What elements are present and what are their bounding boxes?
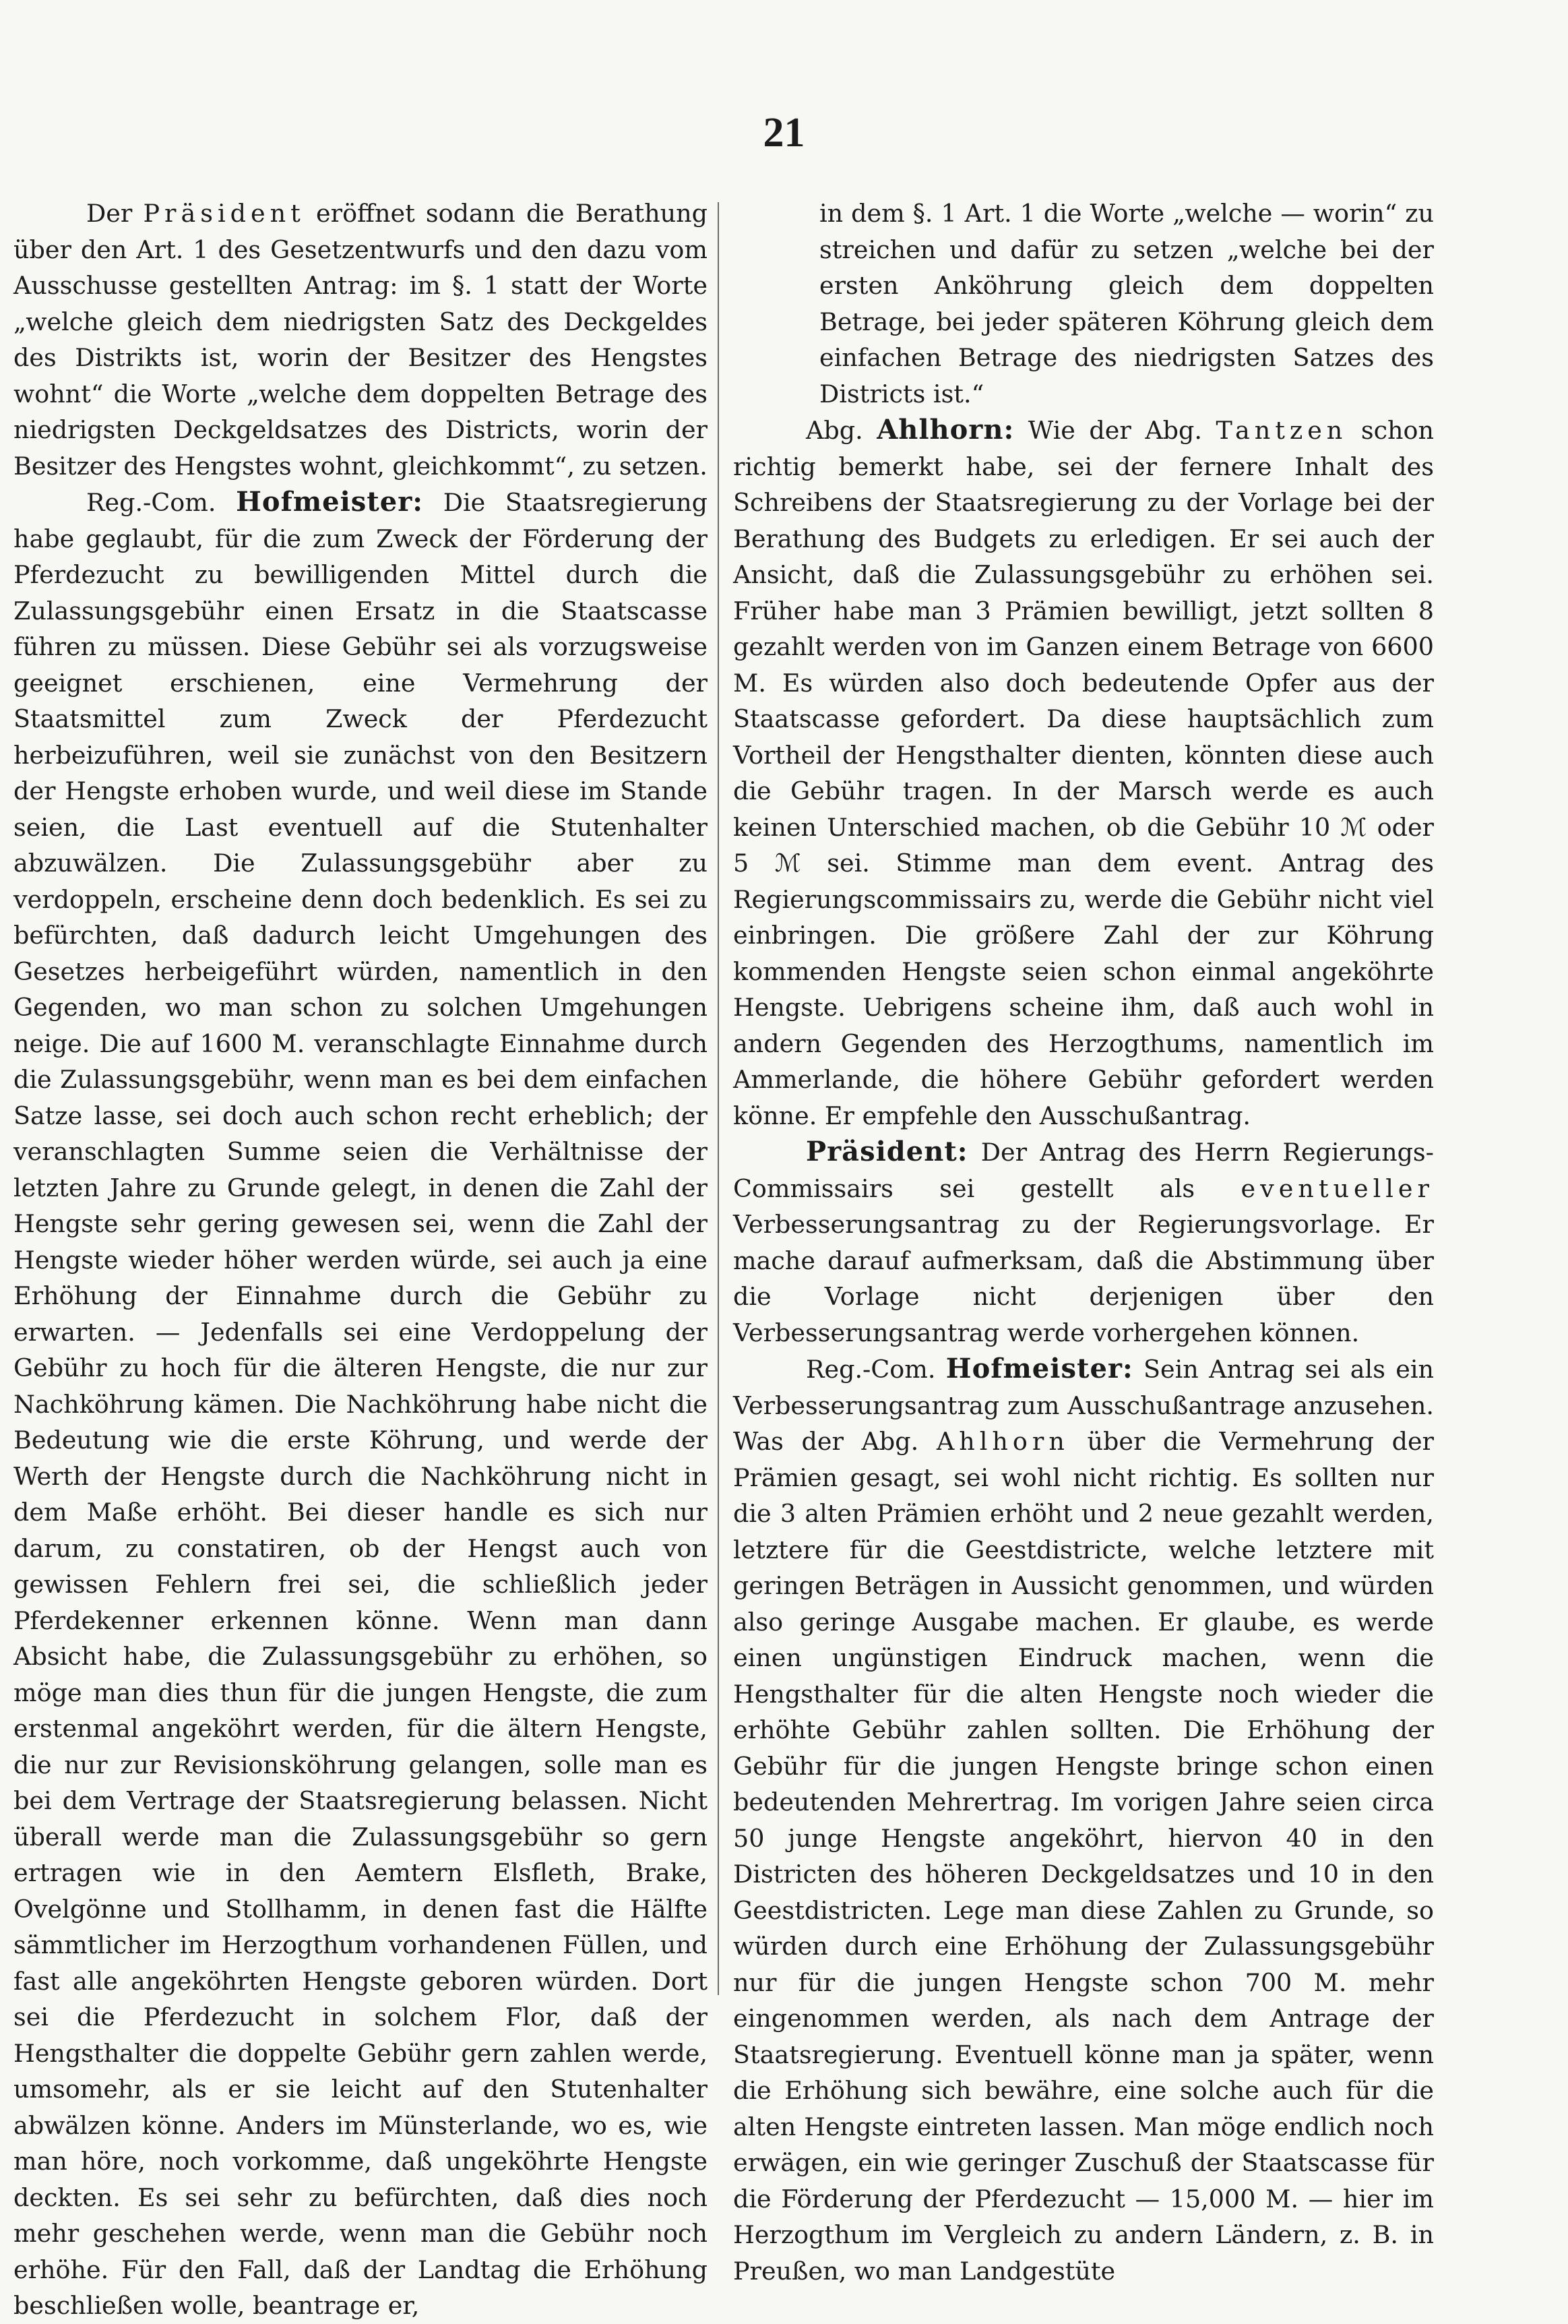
text: Sein Antrag sei als ein Verbesserungsantrag zum Ausschußantrage anzusehen. Was der Abg. bbox=[733, 1355, 1435, 1456]
text: schon richtig bemerkt habe, sei der fernere Inhalt des Schreibens der Staatsregierung zu der Vorlage bei der Berathung des Budgets zu erledigen. Er sei auch der Ansicht, daß die Zulassungsgebühr zu erhöhen sei. Früher habe man 3 Prämien bewilligt, jetzt sollten 8 gezahlt werden von im Ganzen einem Betrage von 6600 M. Es würden also doch bedeutende Opfer aus der Staatscasse gefordert. Da diese hauptsächlich zum Vortheil der Hengsthalter dienten, könnten diese auch die Gebühr tragen. In der Marsch werde es auch keinen Unterschied machen, ob die Gebühr 10 ℳ oder 5 ℳ sei. Stimme man dem event. Antrag des Regierungscommissairs zu, werde die Gebühr nicht viel einbringen. Die größere Zahl der zur Köhrung kommenden Hengste seien schon einmal angeköhrte Hengste. Uebrigens scheine ihm, daß auch wohl in andern Gegenden des Herzogthums, namentlich im Ammerlande, die höhere Gebühr gefordert werden könne. Er empfehle den Ausschußantrag. bbox=[733, 416, 1435, 1130]
paragraph bbox=[733, 412, 1434, 1134]
text: Die Staatsregierung habe geglaubt, für die zum Zweck der Förderung der Pferdezucht zu bewilligenden Mittel durch die Zulassungsgebühr einen Ersatz in die Staatscasse führen zu müssen. Diese Gebühr sei als vorzugsweise geeignet erschienen, eine Vermehrung der Staatsmittel zum Zweck der Pferdezucht herbeizuführen, weil sie zunächst von den Besitzern der Hengste erhoben wurde, und weil diese im Stande seien, die Last eventuell auf die Stutenhalter abzuwälzen. Die Zulassungsgebühr aber zu verdoppeln, erscheine denn doch bedenklich. Es sei zu befürchten, daß dadurch leicht Umgehungen des Gesetzes herbeigeführt würden, namentlich in den Gegenden, wo man schon zu solchen Umgehungen neige. Die auf 1600 M. veranschlagte Einnahme durch die Zulassungsgebühr, wenn man es bei dem einfachen Satze lasse, sei doch auch schon recht erheblich; der veranschlagten Summe seien die Verhältnisse der letzten Jahre zu Grunde gelegt, in denen die Zahl der Hengste sehr gering gewesen sei, wenn die Zahl der Hengste wieder höher werden würde, sei auch ja eine Erhöhung der Einnahme durch die Gebühr zu erwarten. — Jedenfalls sei eine Verdoppelung der Gebühr zu hoch für die älteren Hengste, die nur zur Nachköhrung kämen. Die Nachköhrung habe nicht die Bedeutung wie die erste Köhrung, und werde der Werth der Hengste durch die Nachköhrung nicht in dem Maße erhöht. Bei dieser handle es sich nur darum, zu constatiren, ob der Hengst auch von gewissen Fehlern frei sei, die schließlich jeder Pferdekenner erkennen könne. Wenn man dann Absicht habe, die Zulassungsgebühr zu erhöhen, so möge man dies thun für die jungen Hengste, die zum erstenmal angeköhrt werden, für die ältern Hengste, die nur zur Revisionsköhrung gelangen, solle man es bei dem Vertrage der Staatsregierung belassen. Nicht überall werde man die Zulassungsgebühr so gern ertragen wie in den Aemtern Elsfleth, Brake, Ovelgönne und Stollhamm, in denen fast die Hälfte sämmtlicher im Herzogthum vorhandenen Füllen, und fast alle angeköhrten Hengste geboren würden. Dort sei die Pferdezucht in solchem Flor, daß der Hengsthalter die doppelte Gebühr gern zahlen werde, umsomehr, als er sie leicht auf den Stutenhalter abwälzen könne. Anders im Münsterlande, wo es, wie man höre, noch vorkomme, daß ungeköhrte Hengste deckten. Es sei sehr zu befürchten, daß dies noch mehr geschehen werde, wenn man die Gebühr noch erhöhe. Für den Fall, daß der Landtag die Erhöhung beschließen wolle, beantrage er, bbox=[13, 488, 708, 2320]
spaced-name: Ahlhorn bbox=[936, 1427, 1069, 1456]
text: Der bbox=[86, 199, 144, 228]
text: Wie der Abg. bbox=[1014, 416, 1216, 445]
speaker-prefix: Reg.-Com. bbox=[86, 488, 237, 517]
speaker-prefix: Abg. bbox=[806, 416, 877, 445]
paragraph bbox=[733, 1134, 1434, 1351]
column-divider bbox=[718, 202, 719, 1995]
text: eröffnet sodann die Berathung über den Art. 1 des Gesetzentwurfs und den dazu vom Ausschusse gestellten Antrag: im §. 1 statt der Worte „welche gleich dem niedrigsten Satz des Deckgeldes des Distrikts ist, worin der Besitzer des Hengstes wohnt“ die Worte „welche dem doppelten Betrage des niedrigsten Deckgeldsatzes des Districts, worin der Besitzer des Hengstes wohnt, gleichkommt“, zu setzen. bbox=[13, 199, 708, 481]
spaced-name: Tantzen bbox=[1216, 416, 1348, 445]
spaced-word: eventueller bbox=[1241, 1173, 1434, 1203]
quoted-amendment: in dem §. 1 Art. 1 die Worte „welche — worin“ zu streichen und dafür zu setzen „welche bei der ersten Anköhrung gleich dem doppelten Betrage, bei jeder späteren Köhrung gleich dem einfachen Betrage des niedrigsten Satzes des Districts ist.“ bbox=[819, 199, 1434, 408]
page-number: 21 bbox=[763, 110, 805, 156]
speaker-name: Ahlhorn: bbox=[877, 414, 1015, 446]
speaker-name: Präsident: bbox=[806, 1136, 968, 1167]
right-column bbox=[733, 195, 1434, 2289]
speaker-name: Hofmeister: bbox=[945, 1353, 1133, 1384]
text: über die Vermehrung der Prämien gesagt, sei wohl nicht richtig. Es sollten nur die 3 alten Prämien erhöht und 2 neue gezahlt werden, letztere für die Geestdistricte, welche letztere mit geringen Beträgen in Aussicht genommen, und würden also geringe Ausgabe machen. Er glaube, es werde einen ungünstigen Eindruck machen, wenn die Hengsthalter für die alten Hengste noch wieder die erhöhte Gebühr zahlen sollten. Die Erhöhung der Gebühr für die jungen Hengste bringe schon einen bedeutenden Mehrertrag. Im vorigen Jahre seien circa 50 junge Hengste angeköhrt, hiervon 40 in den Districten des höheren Deckgeldsatzes und 10 in den Geestdistricten. Lege man diese Zahlen zu Grunde, so würden durch eine Erhöhung der Zulassungsgebühr nur für die jungen Hengste schon 700 M. mehr eingenommen werden, als nach dem Antrage der Staatsregierung. Eventuell könne man ja später, wenn die Erhöhung sich bewähre, eine solche auch für die alten Hengste eintreten lassen. Man möge endlich noch erwägen, ein wie geringer Zuschuß der Staatscasse für die Förderung der Pferdezucht — 15,000 M. — hier im Herzogthum im Vergleich zu andern Ländern, z. B. in Preußen, wo man Landgestüte bbox=[733, 1427, 1434, 2286]
text: Der Antrag des Herrn Regierungs-Commissairs sei gestellt als bbox=[733, 1138, 1434, 1203]
left-column bbox=[13, 195, 708, 2324]
speaker-name: Hofmeister: bbox=[236, 486, 424, 518]
paragraph bbox=[733, 1351, 1434, 2289]
paragraph bbox=[13, 484, 708, 2324]
paragraph bbox=[13, 195, 708, 484]
text: Verbesserungsantrag zu der Regierungsvorlage. Er mache darauf aufmerksam, daß die Abstimmung über die Vorlage nicht derjenigen über den Verbesserungsantrag werde vorhergehen können. bbox=[733, 1210, 1434, 1347]
speaker-prefix: Reg.-Com. bbox=[806, 1355, 946, 1384]
speaker-name: Präsident bbox=[143, 199, 305, 228]
